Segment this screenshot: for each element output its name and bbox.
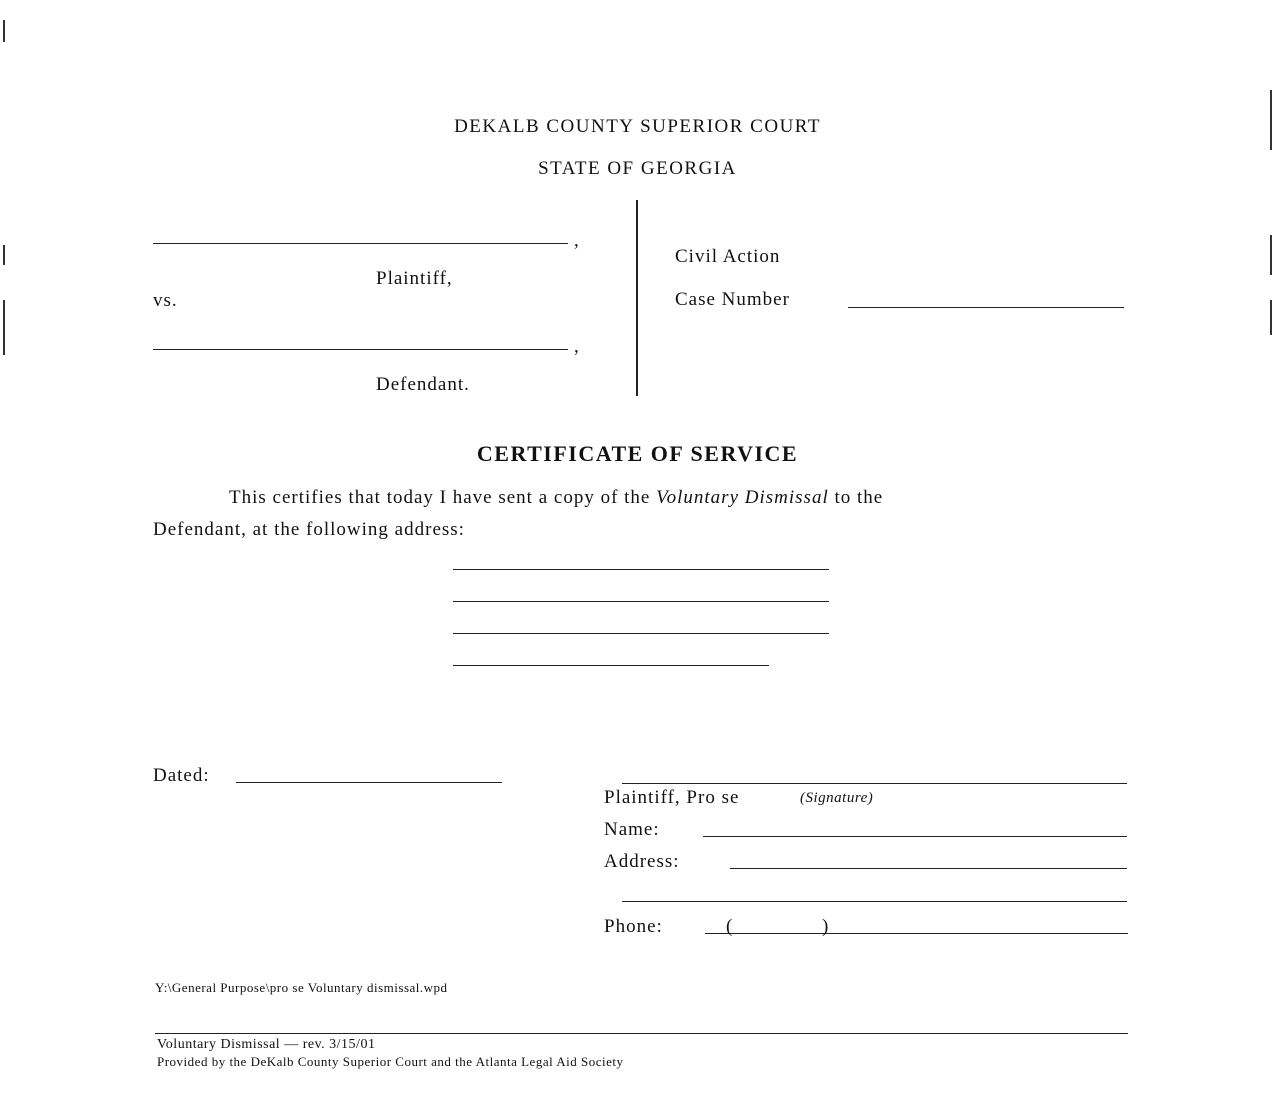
certificate-text-after: to the <box>834 487 884 508</box>
phone-label: Phone: <box>604 916 663 937</box>
case-number-label: Case Number <box>675 289 790 310</box>
certificate-text-line2: Defendant, at the following address: <box>153 519 465 540</box>
certificate-text-before: This certifies that today I have sent a copy of the <box>229 487 651 508</box>
address-line-1[interactable] <box>453 569 829 570</box>
scan-mark <box>3 245 5 265</box>
defendant-label: Defendant. <box>376 374 470 395</box>
phone-area-close: ) <box>822 916 830 937</box>
comma: , <box>574 336 580 357</box>
plaintiff-name-line[interactable] <box>153 243 568 244</box>
file-path: Y:\General Purpose\pro se Voluntary dismissal.wpd <box>155 980 448 995</box>
address-line-2[interactable] <box>453 601 829 602</box>
revision: — rev. 3/15/01 <box>284 1037 376 1052</box>
signer-address-line-2[interactable] <box>622 901 1127 902</box>
signer-address-line-1[interactable] <box>730 868 1127 869</box>
comma: , <box>574 230 580 251</box>
case-number-line[interactable] <box>848 307 1124 308</box>
provided-by: Provided by the DeKalb County Superior Court and the Atlanta Legal Aid Society <box>157 1054 624 1069</box>
vs-label: vs. <box>153 290 178 311</box>
defendant-name-line[interactable] <box>153 349 568 350</box>
date-line[interactable] <box>236 782 502 783</box>
address-line-3[interactable] <box>453 633 829 634</box>
signature-hint: (Signature) <box>800 790 874 806</box>
scan-mark <box>3 300 5 355</box>
signature-line[interactable] <box>622 783 1127 784</box>
document-name: Voluntary Dismissal <box>656 487 829 508</box>
phone-area-open: ( <box>726 916 734 937</box>
address-line-4[interactable] <box>453 665 769 666</box>
certificate-text-line1 <box>229 487 883 509</box>
plaintiff-pro-se-label: Plaintiff, Pro se <box>604 787 740 808</box>
footer-form-line <box>157 1037 375 1053</box>
caption-divider <box>636 200 638 396</box>
state-name: STATE OF GEORGIA <box>538 158 737 179</box>
civil-action-label: Civil Action <box>675 246 781 267</box>
address-label: Address: <box>604 851 680 872</box>
plaintiff-label: Plaintiff, <box>376 268 453 289</box>
name-line[interactable] <box>703 836 1127 837</box>
court-name: DEKALB COUNTY SUPERIOR COURT <box>454 116 821 137</box>
phone-line[interactable] <box>705 933 1128 934</box>
dated-label: Dated: <box>153 765 210 786</box>
form-name: Voluntary Dismissal <box>157 1037 281 1052</box>
name-label: Name: <box>604 819 660 840</box>
scan-mark <box>1270 300 1272 335</box>
scan-mark <box>1270 235 1272 275</box>
certificate-title: CERTIFICATE OF SERVICE <box>476 441 799 466</box>
footer-rule <box>155 1033 1128 1034</box>
scan-mark <box>3 20 5 42</box>
